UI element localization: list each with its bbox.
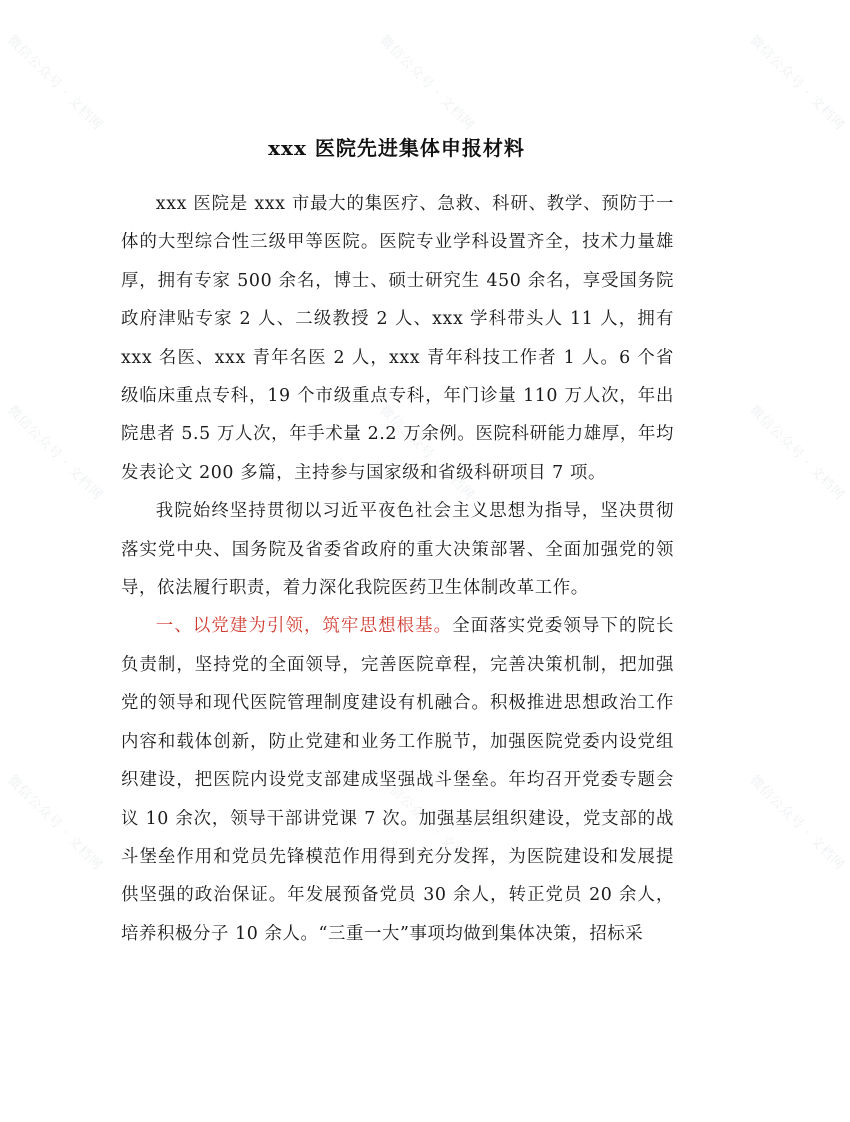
watermark-top-mid: 微信公众号 · 文档网 bbox=[376, 32, 478, 134]
paragraph-text: xxx 医院是 xxx 市最大的集医疗、急救、科研、教学、预防于一体的大型综合性三级甲等医院。医院专业学科设置齐全，技术力量雄厚，拥有专家 500 余名，博士、硕士研究生 450 余名，享受国务院政府津贴专家 2 人、二级教授 2 人、xxx 学科带头人 11 人，拥有 xxx 名医、xxx 青年名医 2 人，xxx 青年科技工作者 1 人。6 个省级临床重点专科，19 个市级重点专科，年门诊量 110 万人次，年出院患者 5.5 万人次，年手术量 2.2 万余例。医院科研能力雄厚，年均发表论文 200 多篇，主持参与国家级和省级科研项目 7 项。 bbox=[121, 194, 674, 483]
watermark-mid-center: 微信公众号 · 文档网 bbox=[376, 402, 478, 504]
watermark-top-right: 微信公众号 · 文档网 bbox=[746, 32, 848, 134]
watermark-top-left: 微信公众号 · 文档网 bbox=[4, 32, 106, 134]
document-title: xxx 医院先进集体申报材料 bbox=[268, 136, 525, 160]
watermark-low-left: 微信公众号 · 文档网 bbox=[4, 772, 106, 874]
paragraph-party-building bbox=[121, 607, 674, 953]
watermark-mid-left: 微信公众号 · 文档网 bbox=[4, 402, 106, 504]
watermark-low-center: 微信公众号 · 文档网 bbox=[376, 772, 478, 874]
paragraph-guiding-principle bbox=[121, 492, 674, 607]
document-body bbox=[121, 185, 674, 953]
paragraph-text: 全面落实党委领导下的院长负责制，坚持党的全面领导，完善医院章程，完善决策机制，把加强党的领导和现代医院管理制度建设有机融合。积极推进思想政治工作内容和载体创新，防止党建和业务工作脱节，加强医院党委内设党组织建设，把医院内设党支部建成坚强战斗堡垒。年均召开党委专题会议 10 余次，领导干部讲党课 7 次。加强基层组织建设，党支部的战斗堡垒作用和党员先锋模范作用得到充分发挥，为医院建设和发展提供坚强的政治保证。年发展预备党员 30 余人，转正党员 20 余人，培养积极分子 10 余人。“三重一大”事项均做到集体决策，招标采 bbox=[121, 616, 674, 944]
paragraph-hospital-overview bbox=[121, 185, 674, 492]
watermark-low-right: 微信公众号 · 文档网 bbox=[746, 772, 848, 874]
watermark-mid-right: 微信公众号 · 文档网 bbox=[746, 402, 848, 504]
section-heading-party-building: 一、以党建为引领，筑牢思想根基。 bbox=[155, 616, 453, 637]
paragraph-text: 我院始终坚持贯彻以习近平夜色社会主义思想为指导，坚决贯彻落实党中央、国务院及省委省政府的重大决策部署、全面加强党的领导，依法履行职责，着力深化我院医药卫生体制改革工作。 bbox=[121, 501, 674, 599]
